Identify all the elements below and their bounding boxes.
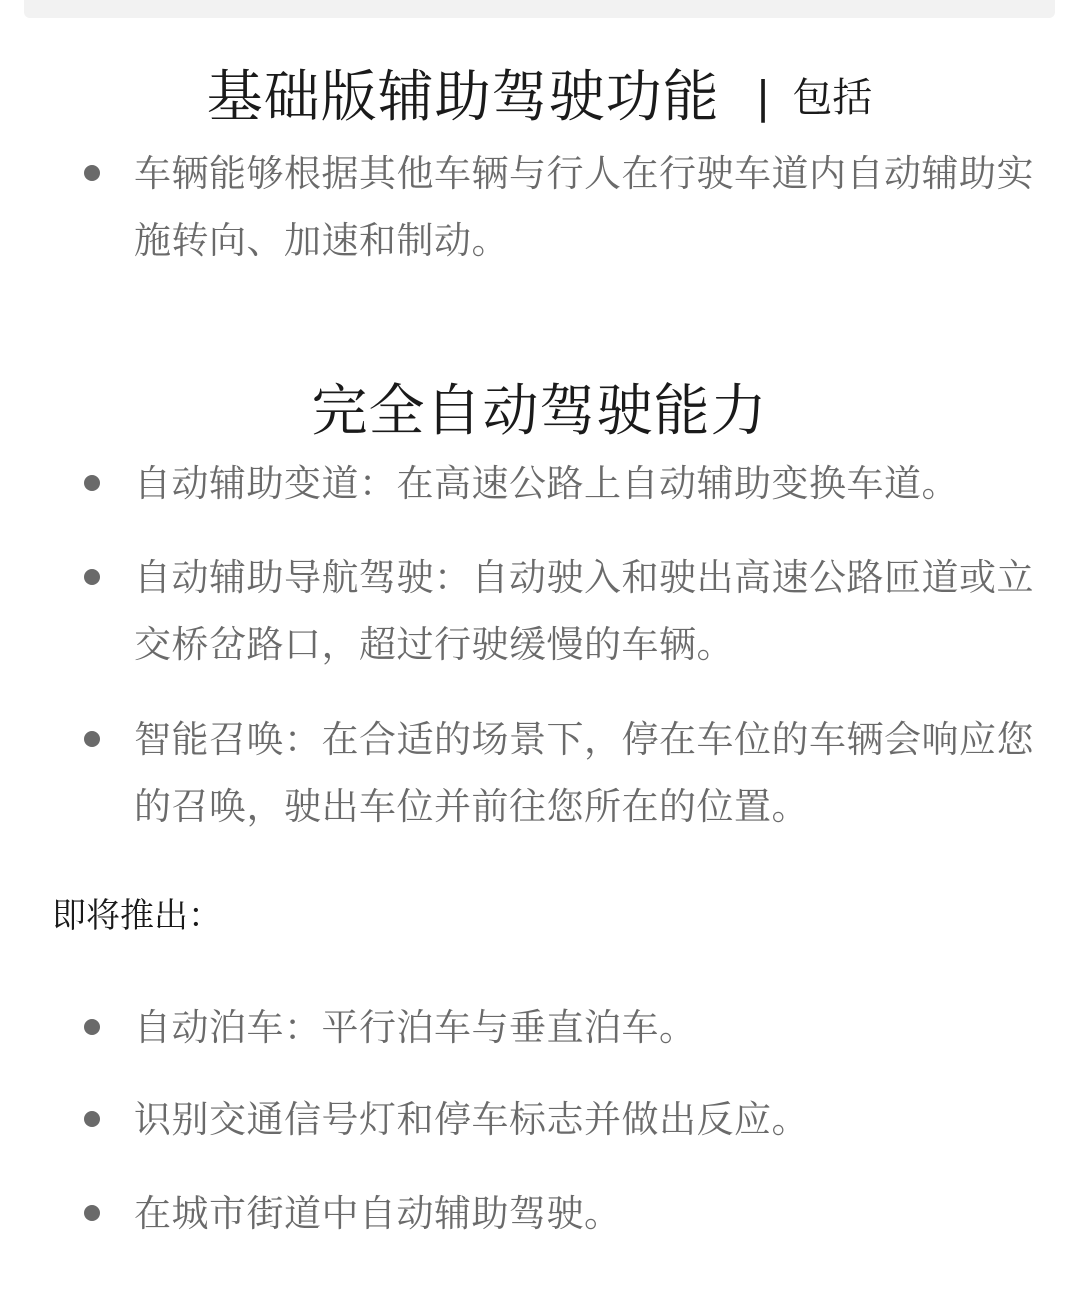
list-item-text: 车辆能够根据其他车辆与行人在行驶车道内自动辅助实施转向、加速和制动。: [134, 152, 1034, 262]
list-item: [84, 450, 1044, 517]
bullet-dot: [84, 1019, 100, 1035]
heading-separator: |: [755, 72, 771, 123]
list-item: [84, 706, 1044, 840]
section-heading-basic: [0, 60, 1079, 136]
list-item-text: 自动辅助导航驾驶：自动驶入和驶出高速公路匝道或立交桥岔路口，超过行驶缓慢的车辆。: [134, 556, 1034, 666]
bullet-dot: [84, 1205, 100, 1221]
top-divider-strip: [24, 0, 1055, 18]
bullet-dot: [84, 569, 100, 585]
bullet-dot: [84, 731, 100, 747]
heading-subtitle: 包括: [792, 75, 873, 121]
heading-title: 基础版辅助驾驶功能: [206, 65, 720, 130]
bullet-dot: [84, 165, 100, 181]
list-item: [84, 994, 1044, 1061]
list-item: [84, 1086, 1044, 1153]
list-item-text: 在城市街道中自动辅助驾驶。: [134, 1192, 622, 1235]
bullet-dot: [84, 475, 100, 491]
bullet-dot: [84, 1111, 100, 1127]
coming-soon-label: 即将推出：: [52, 896, 222, 936]
list-item: [84, 140, 1044, 274]
heading-title: 完全自动驾驶能力: [311, 379, 768, 444]
section-heading-fsd: [0, 374, 1079, 450]
list-item-text: 智能召唤：在合适的场景下，停在车位的车辆会响应您的召唤，驶出车位并前往您所在的位置。: [134, 718, 1034, 828]
list-item: [84, 1180, 1044, 1247]
list-item-text: 识别交通信号灯和停车标志并做出反应。: [134, 1098, 809, 1141]
list-item: [84, 544, 1044, 678]
list-item-text: 自动泊车：平行泊车与垂直泊车。: [134, 1006, 697, 1049]
list-item-text: 自动辅助变道：在高速公路上自动辅助变换车道。: [134, 462, 959, 505]
